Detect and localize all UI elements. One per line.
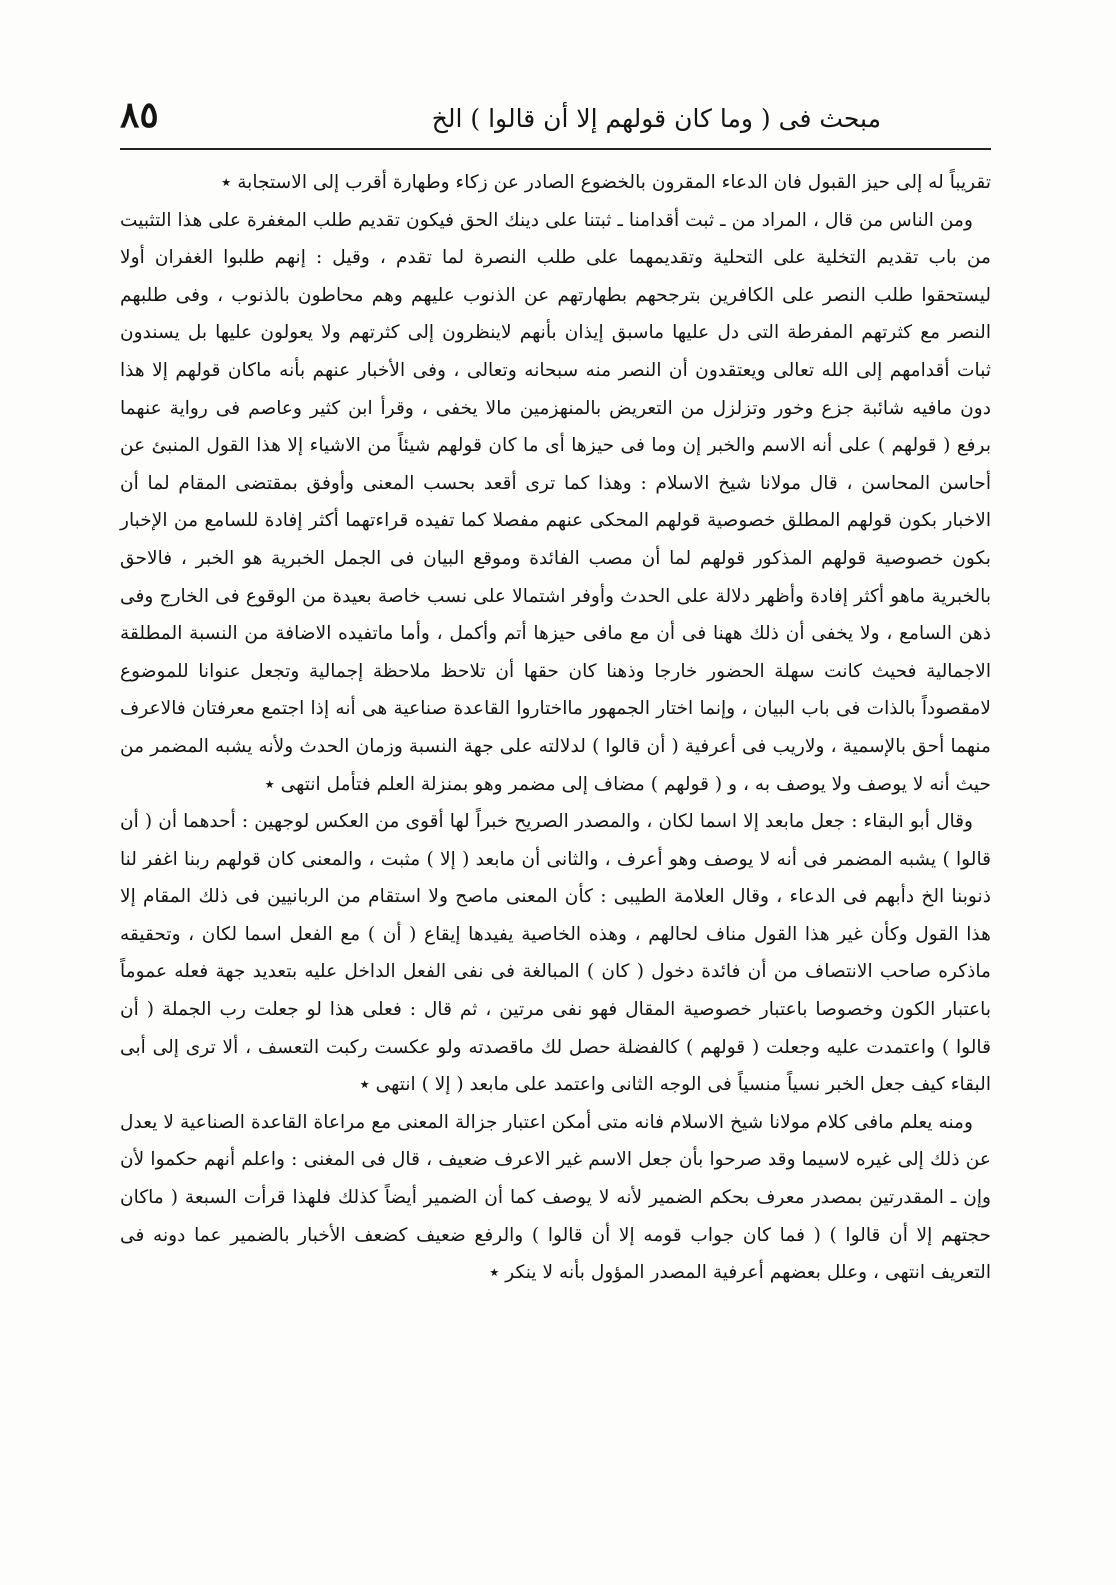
running-title: مبحث فى ( وما كان قولهم إلا أن قالوا ) الخ [431,104,881,133]
paragraph: وقال أبو البقاء : جعل مابعد إلا اسما لكان ، والمصدر الصريح خبراً لها أقوى من العكس لوجهين : أحدهما أن ( أن قالوا ) يشبه المضمر فى أنه لا يوصف وهو أعرف ، والثانى أن مابعد ( إلا ) مثبت ، والمعنى كان قولهم ربنا اغفر لنا ذنوبنا الخ دأبهم فى الدعاء ، وقال العلامة الطيبى : كأن المعنى ماصح ولا استقام من الربانيين فى ذلك المقام إلا هذا القول وكأن غير هذا القول مناف لحالهم ، وهذه الخاصية يفيدها إيقاع ( أن ) مع الفعل اسما لكان ، وتحقيقه ماذكره صاحب الانتصاف من أن فائدة دخول ( كان ) المبالغة فى نفى الفعل الداخل عليه بتعديد جهة فعله عموماً باعتبار الكون وخصوصا باعتبار خصوصية المقال فهو نفى مرتين ، ثم قال : فعلى هذا لو جعلت رب الجملة ( أن قالوا ) واعتمدت عليه وجعلت ( قولهم ) كالفضلة حصل لك ماقصدته ولو عكست ركبت التعسف ، ألا ترى إلى أبى البقاء كيف جعل الخبر نسياً منسياً فى الوجه الثانى واعتمد على مابعد ( إلا ) انتهى ٭ [120,811,991,1096]
body-text [120,164,991,1292]
paragraph: تقريباً له إلى حيز القبول فان الدعاء المقرون بالخضوع الصادر عن زكاء وطهارة أقرب إلى الاستجابة ٭ [221,172,991,193]
page-header [120,88,991,146]
paragraph: ومن الناس من قال ، المراد من ـ ثبت أقدامنا ـ ثبتنا على دينك الحق فيكون تقديم طلب المغفرة على هذا التثبيت من باب تقديم التخلية على التحلية وتقديمهما على طلب النصرة لما تقدم ، وقيل : إنهم طلبوا الغفران أولا ليستحقوا طلب النصر على الكافرين بترجحهم بطهارتهم عن الذنوب عليهم وهم محاطون بالذنوب ، وفى طلبهم النصر مع كثرتهم المفرطة التى دل عليها ماسبق إيذان بأنهم لاينظرون إلى كثرتهم ولا يعولون عليها بل يسندون ثبات أقدامهم إلى الله تعالى ويعتقدون أن النصر منه سبحانه وتعالى ، وفى الأخبار عنهم بأنه ماكان قولهم إلا هذا دون مافيه شائبة جزع وخور وتزلزل من التعريض بالمنهزمين مالا يخفى ، وقرأ ابن كثير وعاصم فى رواية عنهما برفع ( قولهم ) على أنه الاسم والخبر إن وما فى حيزها أى ما كان قولهم شيئاً من الاشياء إلا هذا القول المنبئ عن أحاسن المحاسن ، قال مولانا شيخ الاسلام : وهذا كما ترى أقعد بحسب المعنى وأوفق بمقتضى المقام لما أن الاخبار بكون قولهم المطلق خصوصية قولهم المحكى عنهم مفصلا كما تفيده قراءتهما أكثر إفادة للسامع من الإخبار بكون خصوصية قولهم المذكور قولهم لما أن مصب الفائدة وموقع البيان فى الجمل الخبرية هو الخبر ، فالاحق بالخبرية ماهو أكثر إفادة وأظهر دلالة على الحدث وأوفر اشتمالا على نسب خاصة بعيدة من الوقوع فى الخارج وفى ذهن السامع ، ولا يخفى أن ذلك ههنا فى أن مع مافى حيزها أتم وأكمل ، وأما ماتفيده الاضافة من النسبة المطلقة الاجمالية فحيث كانت سهلة الحضور خارجا وذهنا كان حقها أن تلاحظ ملاحظة إجمالية وتجعل عنوانا للموضوع لامقصوداً بالذات فى باب البيان ، وإنما اختار الجمهور مااختاروا القاعدة صناعية هى أنه إذا اجتمع معرفتان فالاعرف منهما أحق بالإسمية ، ولاريب فى أعرفية ( أن قالوا ) لدلالته على جهة النسبة وزمان الحدث ولأنه يشبه المضمر من حيث أنه لا يوصف ولا يوصف به ، و ( قولهم ) مضاف إلى مضمر وهو بمنزلة العلم فتأمل انتهى ٭ [120,209,991,795]
paragraph: ومنه يعلم مافى كلام مولانا شيخ الاسلام فانه متى أمكن اعتبار جزالة المعنى مع مراعاة القاعدة الصناعية لا يعدل عن ذلك إلى غيره لاسيما وقد صرحوا بأن جعل الاسم غير الاعرف ضعيف ، قال فى المغنى : واعلم أنهم حكموا لأن وإن ـ المقدرتين بمصدر معرف بحكم الضمير لأنه لا يوصف كما أن الضمير أيضاً كذلك فلهذا قرأت السبعة ( ماكان حجتهم إلا أن قالوا ) ( فما كان جواب قومه إلا أن قالوا ) والرفع ضعيف كضعف الأخبار بالضمير عما دونه فى التعريف انتهى ، وعلل بعضهم أعرفية المصدر المؤول بأنه لا ينكر ٭ [120,1111,991,1284]
page-number: ٨٥ [120,94,159,136]
header-rule [120,148,991,150]
